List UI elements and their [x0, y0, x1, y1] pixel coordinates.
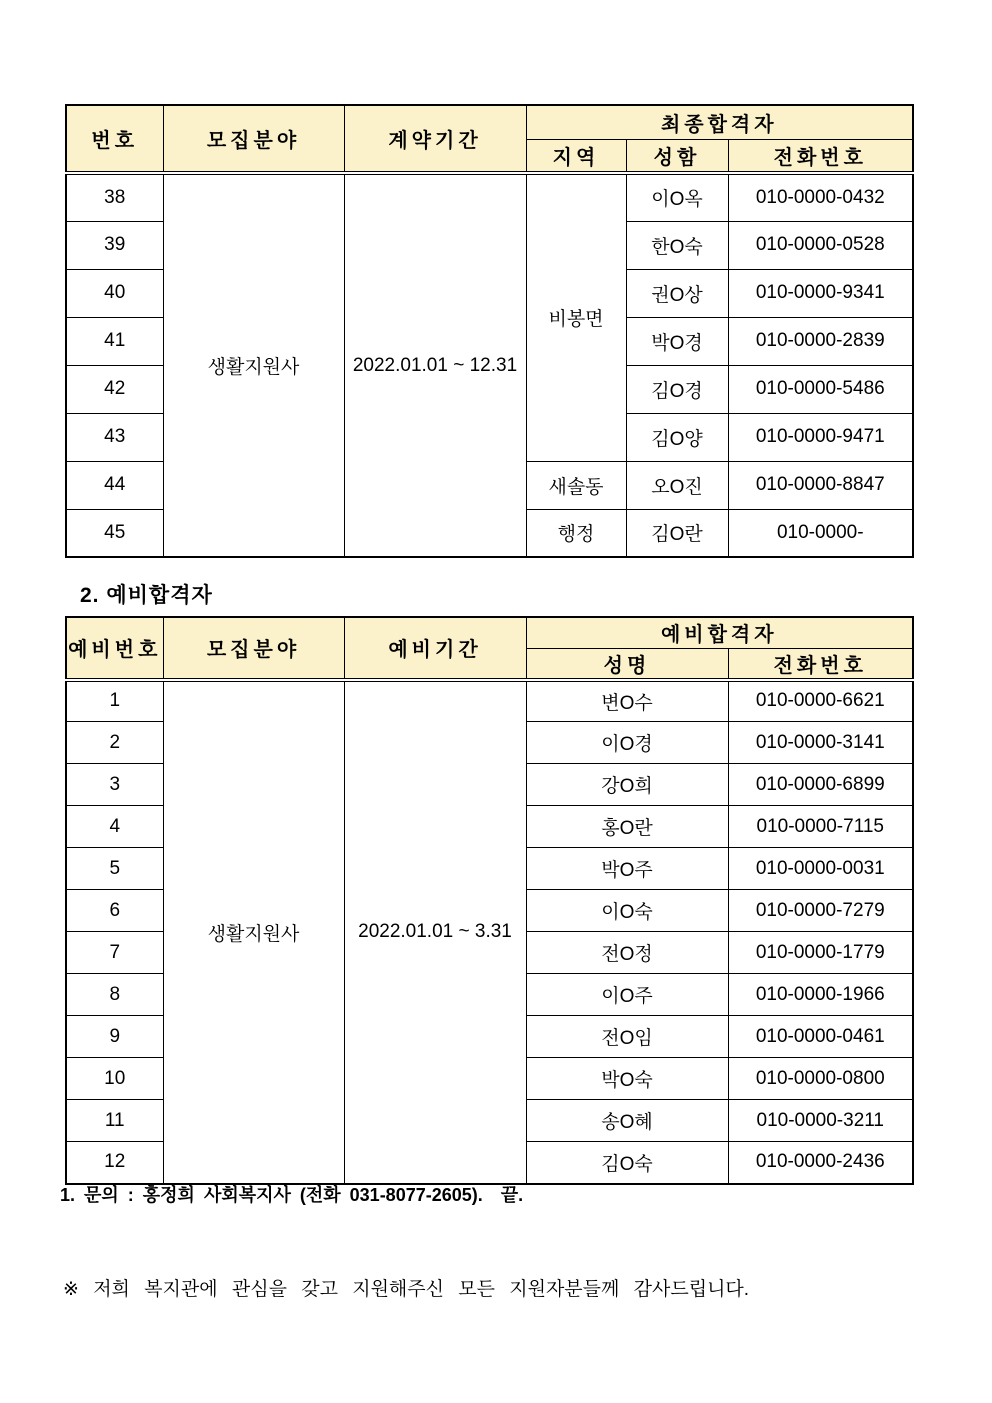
header-field: 모집분야	[163, 617, 344, 680]
name-cell: 이O옥	[626, 173, 728, 221]
phone-cell: 010-0000-5486	[728, 365, 913, 413]
no-cell: 10	[66, 1058, 163, 1100]
name-cell: 김O경	[626, 365, 728, 413]
header-reserve-no: 예비번호	[66, 617, 163, 680]
header-region: 지역	[526, 139, 626, 173]
no-cell: 39	[66, 221, 163, 269]
name-cell: 한O숙	[626, 221, 728, 269]
header-reserve-period: 예비기간	[344, 617, 526, 680]
header-name: 성명	[526, 648, 728, 680]
phone-cell: 010-0000-3211	[728, 1100, 913, 1142]
header-row-1	[66, 105, 913, 139]
header-group-final: 최종합격자	[526, 105, 913, 139]
no-cell: 6	[66, 890, 163, 932]
field-cell: 생활지원사	[163, 173, 344, 557]
section-title-reserve: 2. 예비합격자	[80, 584, 213, 607]
header-group-reserve: 예비합격자	[526, 617, 913, 648]
final-candidates-table	[65, 104, 914, 558]
name-cell: 강O희	[526, 764, 728, 806]
phone-cell: 010-0000-6899	[728, 764, 913, 806]
no-cell: 45	[66, 509, 163, 557]
table-row	[66, 680, 913, 722]
header-period: 계약기간	[344, 105, 526, 173]
region-cell-saesol: 새솔동	[526, 461, 626, 509]
phone-cell: 010-0000-2436	[728, 1142, 913, 1184]
phone-cell: 010-0000-8847	[728, 461, 913, 509]
name-cell: 이O숙	[526, 890, 728, 932]
name-cell: 박O경	[626, 317, 728, 365]
no-cell: 4	[66, 806, 163, 848]
phone-cell: 010-0000-6621	[728, 680, 913, 722]
phone-cell: 010-0000-7279	[728, 890, 913, 932]
phone-cell: 010-0000-0031	[728, 848, 913, 890]
no-cell: 8	[66, 974, 163, 1016]
contact-note: 1. 문의 : 홍정희 사회복지사 (전화 031-8077-2605). 끝.	[60, 1185, 524, 1205]
name-cell: 변O수	[526, 680, 728, 722]
no-cell: 3	[66, 764, 163, 806]
no-cell: 12	[66, 1142, 163, 1184]
table-row	[66, 173, 913, 221]
name-cell: 전O임	[526, 1016, 728, 1058]
phone-cell: 010-0000-2839	[728, 317, 913, 365]
header-field: 모집분야	[163, 105, 344, 173]
header-row-1	[66, 617, 913, 648]
header-phone: 전화번호	[728, 648, 913, 680]
phone-cell: 010-0000-9471	[728, 413, 913, 461]
name-cell: 박O주	[526, 848, 728, 890]
name-cell: 김O숙	[526, 1142, 728, 1184]
region-cell-haengjeong: 행정	[526, 509, 626, 557]
phone-cell: 010-0000-3141	[728, 722, 913, 764]
header-no: 번호	[66, 105, 163, 173]
name-cell: 김O양	[626, 413, 728, 461]
phone-cell: 010-0000-0461	[728, 1016, 913, 1058]
no-cell: 42	[66, 365, 163, 413]
phone-cell: 010-0000-9341	[728, 269, 913, 317]
no-cell: 11	[66, 1100, 163, 1142]
no-cell: 1	[66, 680, 163, 722]
header-phone: 전화번호	[728, 139, 913, 173]
no-cell: 7	[66, 932, 163, 974]
name-cell: 박O숙	[526, 1058, 728, 1100]
phone-cell: 010-0000-	[728, 509, 913, 557]
name-cell: 권O상	[626, 269, 728, 317]
name-cell: 전O정	[526, 932, 728, 974]
name-cell: 이O경	[526, 722, 728, 764]
name-cell: 송O혜	[526, 1100, 728, 1142]
phone-cell: 010-0000-7115	[728, 806, 913, 848]
no-cell: 9	[66, 1016, 163, 1058]
no-cell: 40	[66, 269, 163, 317]
no-cell: 41	[66, 317, 163, 365]
region-cell-bibong: 비봉면	[526, 173, 626, 461]
thanks-note: ※ 저희 복지관에 관심을 갖고 지원해주신 모든 지원자분들께 감사드립니다.	[63, 1279, 750, 1300]
phone-cell: 010-0000-1966	[728, 974, 913, 1016]
name-cell: 김O란	[626, 509, 728, 557]
no-cell: 2	[66, 722, 163, 764]
phone-cell: 010-0000-0800	[728, 1058, 913, 1100]
header-name: 성함	[626, 139, 728, 173]
name-cell: 오O진	[626, 461, 728, 509]
period-cell: 2022.01.01 ~ 12.31	[344, 173, 526, 557]
no-cell: 5	[66, 848, 163, 890]
reserve-candidates-table	[65, 616, 914, 1185]
no-cell: 44	[66, 461, 163, 509]
name-cell: 이O주	[526, 974, 728, 1016]
phone-cell: 010-0000-0528	[728, 221, 913, 269]
no-cell: 43	[66, 413, 163, 461]
no-cell: 38	[66, 173, 163, 221]
name-cell: 홍O란	[526, 806, 728, 848]
field-cell: 생활지원사	[163, 680, 344, 1184]
phone-cell: 010-0000-0432	[728, 173, 913, 221]
period-cell: 2022.01.01 ~ 3.31	[344, 680, 526, 1184]
phone-cell: 010-0000-1779	[728, 932, 913, 974]
